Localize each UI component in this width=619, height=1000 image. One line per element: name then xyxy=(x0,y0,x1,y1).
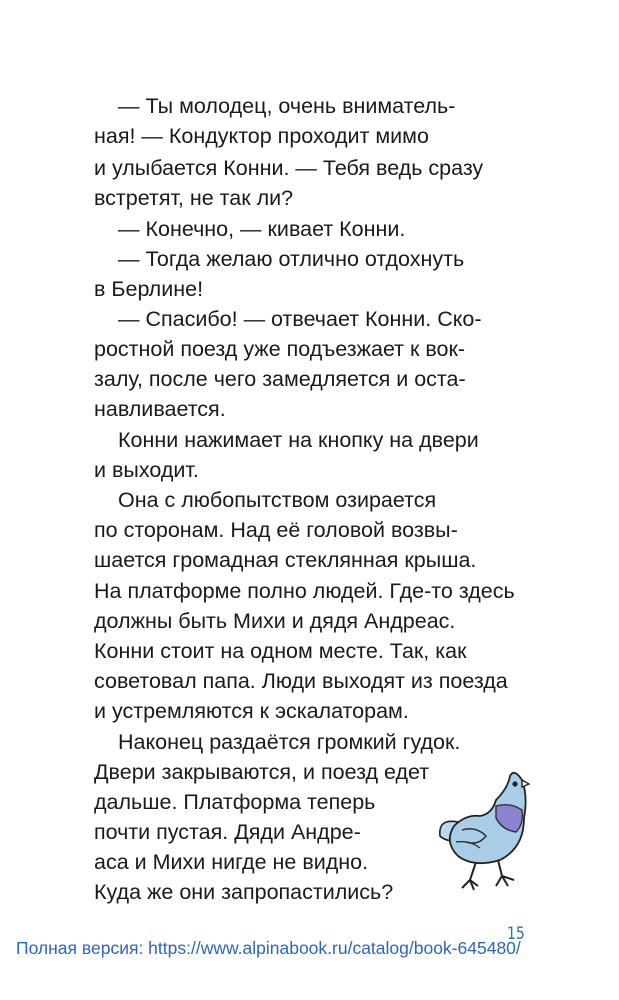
text-line: ная! — Кондуктор проходит мимо xyxy=(94,124,429,148)
text-line: ростной поезд уже подъезжает к вок- xyxy=(94,337,466,361)
text-line: и выходит. xyxy=(94,458,199,482)
text-line: — Спасибо! — отвечает Конни. Ско- xyxy=(118,307,482,331)
page-number: 15 xyxy=(507,924,525,944)
text-line: и устремляются к эскалаторам. xyxy=(94,699,409,723)
text-line: по сторонам. Над её головой возвы- xyxy=(94,518,458,542)
text-line: На платформе полно людей. Где-то здесь xyxy=(94,579,515,603)
text-line: — Ты молодец, очень вниматель- xyxy=(118,94,456,118)
text-line: шается громадная стеклянная крыша. xyxy=(94,548,477,572)
text-line: Куда же они запропастились? xyxy=(94,880,394,904)
pigeon-illustration-icon xyxy=(436,770,532,892)
text-line: Двери закрываются, и поезд едет xyxy=(94,760,430,784)
text-line: в Берлине! xyxy=(94,277,204,301)
text-line: — Конечно, — кивает Конни. xyxy=(118,217,406,241)
text-line: и улыбается Конни. — Тебя ведь сразу xyxy=(94,156,484,180)
text-line: Она с любопытством озирается xyxy=(118,488,437,512)
text-line: встретят, не так ли? xyxy=(94,186,294,210)
text-line: аса и Михи нигде не видно. xyxy=(94,850,369,874)
text-line: залу, после чего замедляется и оста- xyxy=(94,367,466,391)
text-line: должны быть Михи и дядя Андреас. xyxy=(94,609,456,633)
text-line: — Тогда желаю отлично отдохнуть xyxy=(118,247,465,271)
text-line: почти пустая. Дяди Андре- xyxy=(94,820,361,844)
text-line: дальше. Платформа теперь xyxy=(94,790,376,814)
text-line: Конни стоит на одном месте. Так, как xyxy=(94,639,467,663)
text-line: Конни нажимает на кнопку на двери xyxy=(118,428,479,452)
text-line: навливается. xyxy=(94,397,226,421)
text-line: Наконец раздаётся громкий гудок. xyxy=(118,730,461,754)
full-version-link[interactable]: Полная версия: https://www.alpinabook.ru/catalog/book-645480/ xyxy=(16,938,521,958)
text-line: советовал папа. Люди выходят из поезда xyxy=(94,669,508,693)
